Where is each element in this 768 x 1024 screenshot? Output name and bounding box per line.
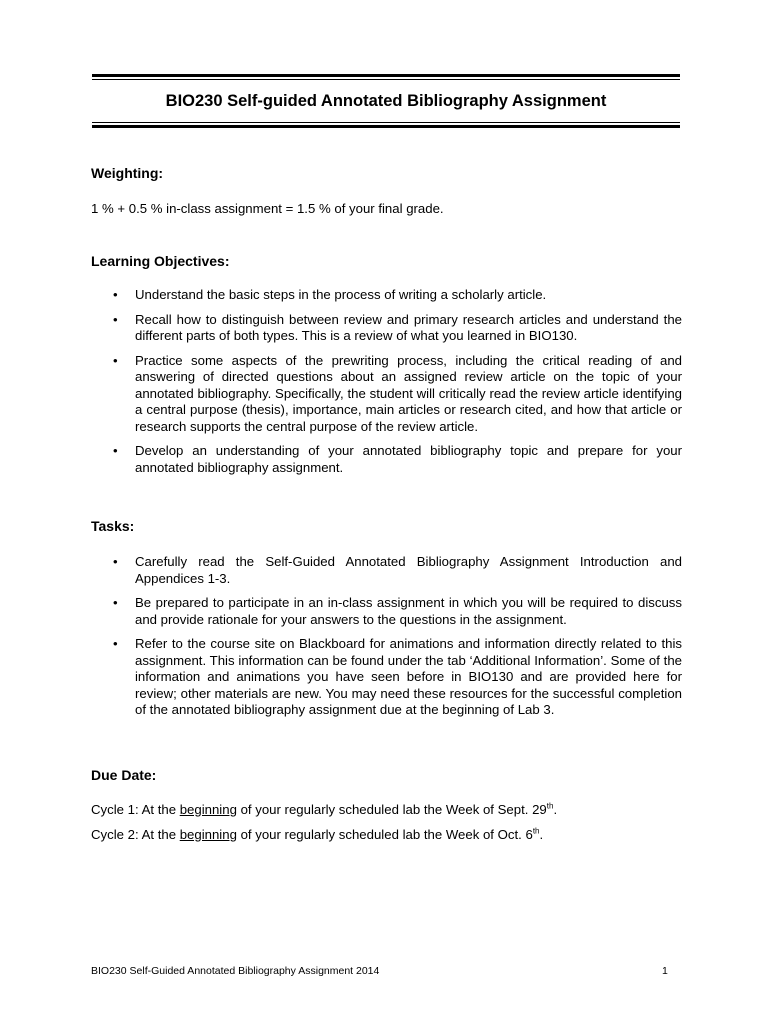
- bullet-icon: •: [113, 352, 118, 368]
- objective-text: Recall how to distinguish between review and primary research articles and understand the different parts of both types. This is a review of what you learned in BIO130.: [135, 311, 682, 343]
- cycle-2-prefix: Cycle 2: At the: [91, 827, 180, 842]
- title-rule-bottom-thick: [92, 125, 680, 128]
- tasks-heading: Tasks:: [91, 518, 135, 534]
- tasks-list: [91, 554, 682, 727]
- list-item: [91, 636, 682, 719]
- due-cycle-2: [91, 827, 543, 843]
- objectives-heading: Learning Objectives:: [91, 253, 230, 269]
- cycle-2-underline: beginning: [179, 827, 237, 842]
- bullet-icon: •: [113, 287, 118, 302]
- task-text: Be prepared to participate in an in-class assignment in which you will be required to discuss and provide rationale for your answers to the questions in the assignment.: [135, 595, 682, 627]
- due-cycle-1: [91, 802, 557, 818]
- list-item: [91, 287, 682, 304]
- weighting-heading: Weighting:: [91, 165, 164, 181]
- list-item: [91, 353, 682, 436]
- title-rule-top-thin: [92, 79, 680, 80]
- page-title: BIO230 Self-guided Annotated Bibliography Assignment: [165, 92, 607, 110]
- title-rule-top-thick: [92, 74, 680, 77]
- list-item: [91, 595, 682, 628]
- bullet-icon: •: [113, 554, 118, 569]
- cycle-1-middle: of your regularly scheduled lab the Week of Sept. 29: [236, 802, 547, 817]
- cycle-2-suffix: .: [539, 827, 544, 842]
- cycle-2-middle: of your regularly scheduled lab the Week of Oct. 6: [236, 827, 533, 842]
- task-text: Carefully read the Self-Guided Annotated Bibliography Assignment Introduction and Appendices 1-3.: [135, 554, 682, 586]
- list-item: [91, 443, 682, 476]
- cycle-1-prefix: Cycle 1: At the: [91, 802, 180, 817]
- cycle-2-sup: th: [532, 826, 540, 836]
- bullet-icon: •: [113, 595, 118, 610]
- objective-text: Practice some aspects of the prewriting process, including the critical reading of and answering of directed questions about an assigned review article on the topic of your annotated bibliography. Specifically, the student will critically read the review article identifying a central purpose (thesis), importance, main articles or research cited, and how that article or research supports the central purpose of the review article.: [135, 352, 682, 434]
- footer-text: BIO230 Self-Guided Annotated Bibliography Assignment 2014: [91, 965, 380, 977]
- cycle-1-sup: th: [546, 801, 554, 811]
- cycle-1-underline: beginning: [179, 802, 237, 817]
- list-item: [91, 554, 682, 587]
- title-rule-bottom-thin: [92, 122, 680, 123]
- objective-text: Develop an understanding of your annotated bibliography topic and prepare for your annotated bibliography assignment.: [135, 443, 682, 475]
- weighting-text: 1 % + 0.5 % in-class assignment = 1.5 % of your final grade.: [91, 201, 444, 216]
- bullet-icon: •: [113, 636, 118, 651]
- objective-text: Understand the basic steps in the process of writing a scholarly article.: [135, 287, 547, 302]
- objectives-list: [91, 287, 682, 484]
- task-text: Refer to the course site on Blackboard for animations and information directly related to this assignment. This information can be found under the tab ‘Additional Information’. Some of the information and animations you have seen before in BIO130 and are provided here for review; other materials are new. You may need these resources for the successful completion of the annotated bibliography assignment due at the beginning of Lab 3.: [135, 636, 682, 717]
- title-box: [92, 74, 680, 129]
- bullet-icon: •: [113, 311, 118, 327]
- page-number: 1: [662, 965, 668, 977]
- list-item: [91, 312, 682, 345]
- cycle-1-suffix: .: [553, 802, 558, 817]
- bullet-icon: •: [113, 443, 118, 458]
- due-date-heading: Due Date:: [91, 767, 157, 783]
